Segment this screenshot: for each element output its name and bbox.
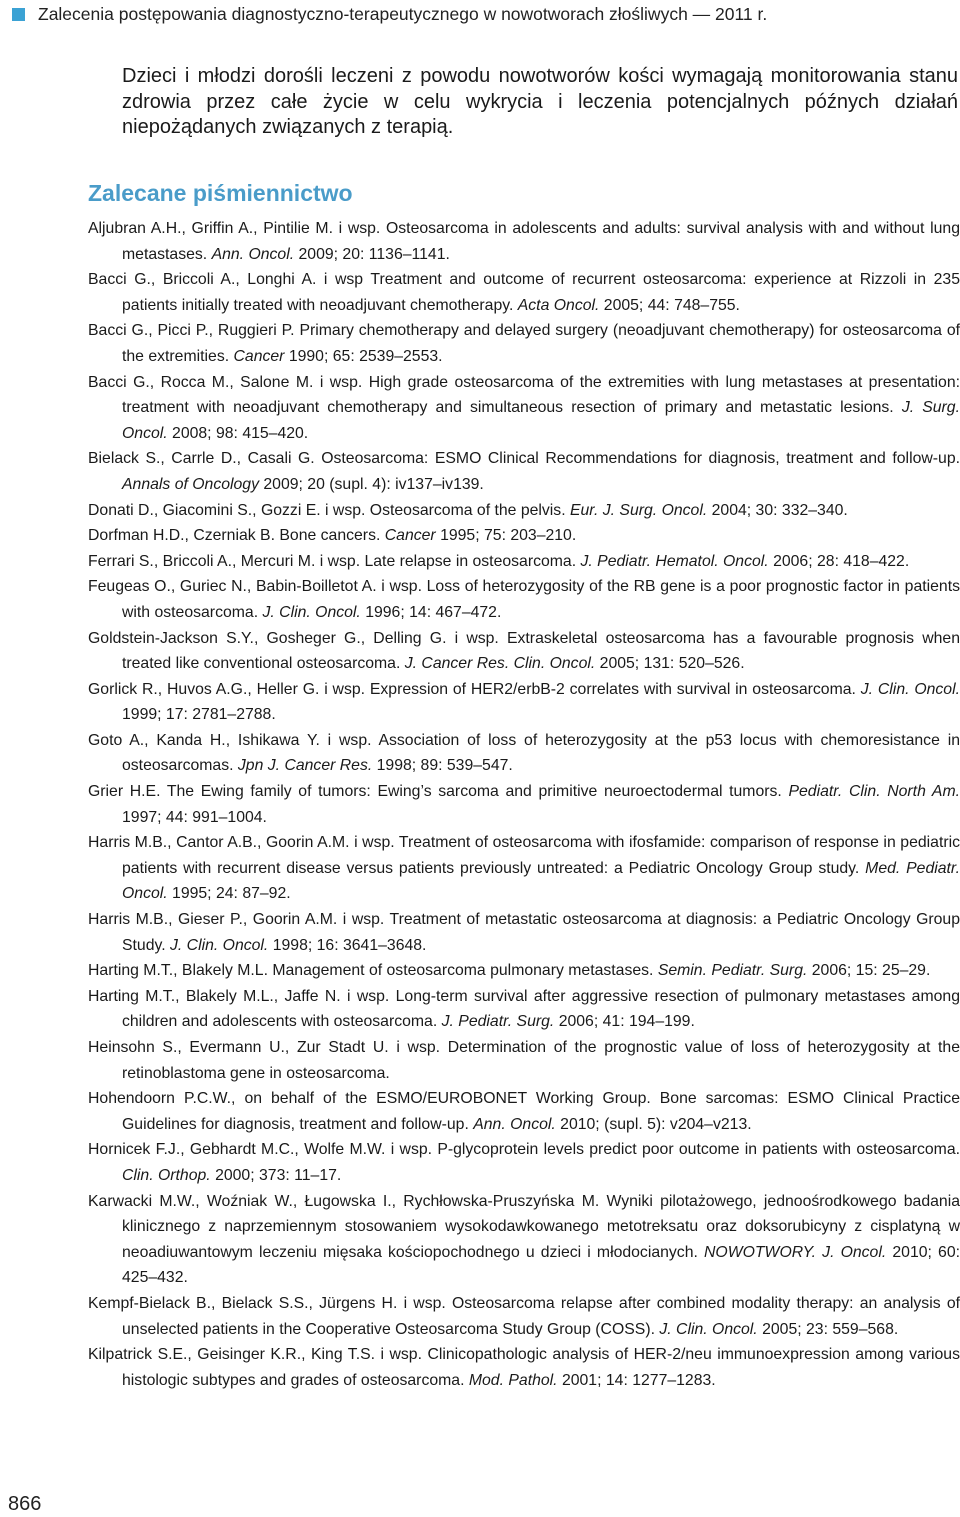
reference-journal: Pediatr. Clin. North Am. [788,783,960,801]
reference-item [88,728,960,779]
reference-journal: Annals of Oncology [122,475,259,493]
reference-citation: 2005; 131: 520–526. [595,655,745,673]
reference-item [88,984,960,1035]
reference-text: Harting M.T., Blakely M.L., Jaffe N. i wsp. Long-term survival after aggressive resection of pulmonary metastases among children and adolescents with osteosarcoma. [88,987,960,1031]
reference-text: Dorfman H.D., Czerniak B. Bone cancers. [88,527,385,545]
reference-journal: J. Clin. Oncol. [262,603,361,621]
reference-text: Donati D., Giacomini S., Gozzi E. i wsp. Osteosarcoma of the pelvis. [88,501,570,519]
reference-citation: 1998; 16: 3641–3648. [268,936,427,954]
intro-paragraph: Dzieci i młodzi dorośli leczeni z powodu nowotworów kości wymagają monitorowania stanu zdrowia przez całe życie w celu wykrycia i leczenia potencjalnych późnych działań niepożądanych związanych z terapią. [122,65,958,139]
reference-journal: J. Cancer Res. Clin. Oncol. [404,655,596,673]
reference-journal: J. Pediatr. Hematol. Oncol. [580,552,769,570]
reference-item [88,1342,960,1393]
reference-text: Harris M.B., Gieser P., Goorin A.M. i wsp. Treatment of metastatic osteosarcoma at diagnosis: a Pediatric Oncology Group Study. [88,911,960,954]
reference-item [88,779,960,830]
reference-citation: 2006; 15: 25–29. [807,962,931,980]
reference-citation: 2005; 23: 559–568. [757,1320,899,1338]
reference-citation: 1998; 89: 539–547. [372,757,513,775]
reference-item [88,958,960,984]
reference-item [88,498,960,524]
reference-journal: Semin. Pediatr. Surg. [657,962,808,980]
reference-citation: 2010; (supl. 5): v204–v213. [555,1115,752,1133]
reference-citation: 1990; 65: 2539–2553. [284,347,443,365]
reference-text: Bacci G., Briccoli A., Longhi A. i wsp Treatment and outcome of recurrent osteosarcoma: experience at Rizzoli in 235 patients initially treated with neoadjuvant chemotherapy. [88,271,960,314]
reference-citation: 2010; 60: 425–432. [122,1243,960,1287]
reference-item [88,549,960,575]
reference-journal: Acta Oncol. [517,296,600,314]
reference-item [88,370,960,447]
reference-item [88,446,960,497]
reference-item [88,626,960,677]
reference-item [88,1189,960,1291]
reference-item [88,1137,960,1188]
reference-citation: 1997; 44: 991–1004. [122,808,267,826]
header-title: Zalecenia postępowania diagnostyczno-terapeutycznego w nowotworach złośliwych — 2011 r. [38,4,768,24]
reference-text: Kempf-Bielack B., Bielack S.S., Jürgens H. i wsp. Osteosarcoma relapse after combined modality therapy: an analysis of unselected patients in the Cooperative Osteosarcoma Study Group (COSS). [88,1294,960,1338]
reference-text: Aljubran A.H., Griffin A., Pintilie M. i wsp. Osteosarcoma in adolescents and adults: survival analysis with and without lung metastases. [88,220,960,263]
reference-citation: 2005; 44: 748–755. [599,296,740,314]
reference-journal: Eur. J. Surg. Oncol. [569,501,708,519]
reference-item [88,1086,960,1137]
reference-item [88,523,960,549]
reference-journal: Ann. Oncol. [473,1115,556,1133]
reference-item [88,318,960,369]
reference-text: Goldstein-Jackson S.Y., Gosheger G., Delling G. i wsp. Extraskeletal osteosarcoma has a favourable prognosis when treated like conventional osteosarcoma. [88,629,960,673]
reference-item [88,907,960,958]
reference-citation: 2000; 373: 11–17. [210,1166,342,1184]
reference-journal: Cancer [384,527,436,545]
reference-item [88,216,960,267]
reference-citation: 1999; 17: 2781–2788. [122,706,276,724]
reference-text: Harting M.T., Blakely M.L. Management of osteosarcoma pulmonary metastases. [88,962,658,980]
running-header [12,2,950,28]
reference-journal: Clin. Orthop. [122,1166,211,1184]
reference-citation: 2006; 41: 194–199. [554,1013,695,1031]
reference-citation: 2009; 20: 1136–1141. [294,245,450,263]
reference-citation: 2006; 28: 418–422. [768,552,910,570]
reference-journal: NOWOTWORY. J. Oncol. [704,1243,887,1261]
reference-citation: 1995; 75: 203–210. [435,527,577,545]
reference-text: Harris M.B., Cantor A.B., Goorin A.M. i wsp. Treatment of osteosarcoma with ifosfamide: comparison of response in pediatric patients with recurrent disease versus patients previously untreated: a Pediatric Oncology Group study. [88,834,960,877]
reference-journal: Ann. Oncol. [211,245,295,263]
reference-text: Feugeas O., Guriec N., Babin-Boilletot A. i wsp. Loss of heterozygosity of the RB gene is a poor prognostic factor in patients with osteosarcoma. [88,578,960,621]
reference-item [88,574,960,625]
reference-journal: Mod. Pathol. [468,1371,558,1389]
reference-text: Bielack S., Carrle D., Casali G. Osteosarcoma: ESMO Clinical Recommendations for diagnosis, treatment and follow-up. [88,450,960,468]
reference-journal: J. Pediatr. Surg. [441,1013,555,1031]
reference-journal: Jpn J. Cancer Res. [237,757,373,775]
reference-citation: 2001; 14: 1277–1283. [557,1371,716,1389]
reference-text: Hohendoorn P.C.W., on behalf of the ESMO/EUROBONET Working Group. Bone sarcomas: ESMO Clinical Practice Guidelines for diagnosis, treatment and follow-up. [88,1090,960,1133]
reference-citation: 2009; 20 (supl. 4): iv137–iv139. [259,475,484,493]
reference-text: Goto A., Kanda H., Ishikawa Y. i wsp. Association of loss of heterozygosity at the p53 locus with chemoresistance in osteosarcomas. [88,731,960,775]
reference-journal: Med. Pediatr. Oncol. [122,859,960,903]
reference-item [88,1291,960,1342]
reference-text: Bacci G., Rocca M., Salone M. i wsp. High grade osteosarcoma of the extremities with lung metastases at presentation: treatment with neoadjuvant chemotherapy and simultaneous resection of primary and metastatic lesions. [88,373,960,417]
reference-text: Karwacki M.W., Woźniak W., Ługowska I., Rychłowska-Pruszyńska M. Wyniki pilotażowego, jednoośrodkowego badania klinicznego z naprzemiennym stosowaniem wysokodawkowanego metotreksatu oraz doksorubicyny z cisplatyną w neoadiuwantowym leczeniu mięsaka kościopochodnego u dzieci i młodocianych. [88,1192,960,1261]
reference-citation: 2004; 30: 332–340. [707,501,848,519]
reference-text: Hornicek F.J., Gebhardt M.C., Wolfe M.W. i wsp. P-glycoprotein levels predict poor outcome in patients with osteosarcoma. [88,1141,960,1159]
reference-item [88,677,960,728]
reference-text: Bacci G., Picci P., Ruggieri P. Primary chemotherapy and delayed surgery (neoadjuvant chemotherapy) for osteosarcoma of the extremities. [88,322,960,365]
reference-citation: 1995; 24: 87–92. [167,885,291,903]
reference-text: Grier H.E. The Ewing family of tumors: Ewing’s sarcoma and primitive neuroectodermal tumors. [88,783,789,801]
reference-journal: J. Surg. Oncol. [122,399,960,442]
reference-text: Kilpatrick S.E., Geisinger K.R., King T.S. i wsp. Clinicopathologic analysis of HER-2/neu immunoexpression among various histologic subtypes and grades of osteosarcoma. [88,1346,960,1389]
reference-citation: 1996; 14: 467–472. [360,603,502,621]
header-accent-square [12,8,25,21]
reference-citation: 2008; 98: 415–420. [167,424,309,442]
reference-text: Gorlick R., Huvos A.G., Heller G. i wsp. Expression of HER2/erbB-2 correlates with survival in osteosarcoma. [88,680,861,698]
reference-item [88,1035,960,1086]
reference-text: Heinsohn S., Evermann U., Zur Stadt U. i wsp. Determination of the prognostic value of loss of heterozygosity at the retinoblastoma gene in osteosarcoma. [88,1039,960,1082]
reference-list [88,216,960,1393]
reference-journal: Cancer [233,347,285,365]
reference-item [88,830,960,907]
section-title: Zalecane piśmiennictwo [88,180,353,206]
reference-item [88,267,960,318]
reference-journal: J. Clin. Oncol. [170,936,269,954]
reference-journal: J. Clin. Oncol. [860,680,960,698]
reference-text: Ferrari S., Briccoli A., Mercuri M. i wsp. Late relapse in osteosarcoma. [88,552,581,570]
page-number: 866 [8,1493,42,1515]
reference-journal: J. Clin. Oncol. [659,1320,758,1338]
